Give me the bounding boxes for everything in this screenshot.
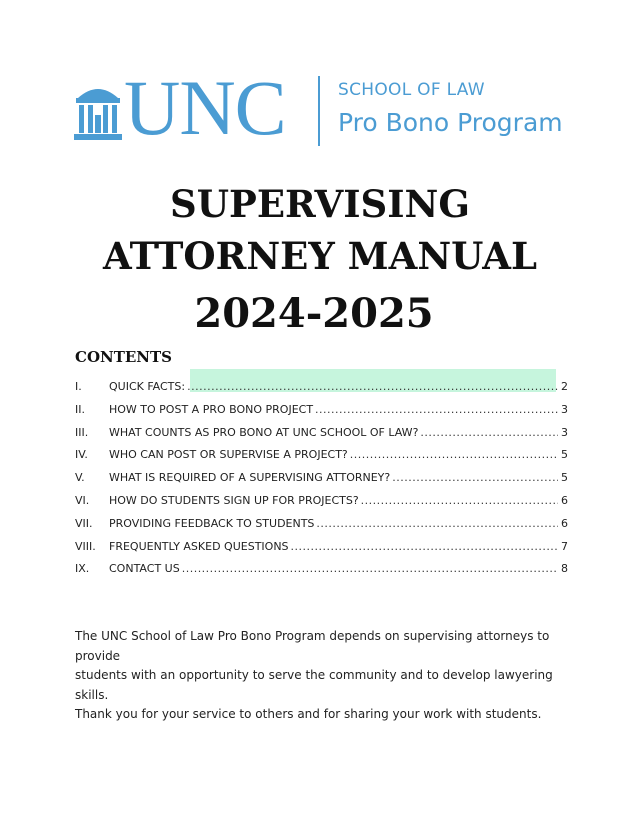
toc-title: PROVIDING FEEDBACK TO STUDENTS: [109, 516, 315, 530]
toc-page-number: 6: [561, 493, 568, 507]
toc-number: VII.: [75, 516, 93, 530]
toc-leader: [392, 471, 558, 484]
toc-title: QUICK FACTS:: [109, 380, 186, 393]
toc-leader: [291, 540, 558, 553]
toc-number: I.: [75, 380, 82, 393]
toc-leader: [315, 403, 558, 416]
toc-page-number: 7: [561, 539, 568, 553]
contents-heading: CONTENTS: [75, 348, 173, 366]
table-of-contents: [75, 380, 568, 585]
pro-bono-program-label: Pro Bono Program: [338, 108, 563, 137]
toc-leader: [187, 380, 558, 393]
toc-item-sign-up[interactable]: [75, 494, 568, 517]
toc-page-number: 3: [561, 402, 568, 416]
toc-title: WHAT IS REQUIRED OF A SUPERVISING ATTORNEY?: [109, 471, 391, 485]
old-well-icon: [74, 80, 122, 142]
toc-title: FREQUENTLY ASKED QUESTIONS: [109, 539, 289, 553]
toc-page-number: 5: [561, 471, 568, 485]
toc-leader: [350, 448, 558, 461]
manual-year: 2024-2025: [194, 290, 434, 337]
toc-number: IX.: [75, 562, 90, 576]
toc-item-what-counts[interactable]: [75, 426, 568, 449]
toc-leader: [420, 426, 558, 439]
toc-leader: [361, 494, 558, 507]
toc-page-number: 6: [561, 516, 568, 530]
toc-title: HOW TO POST A PRO BONO PROJECT: [109, 402, 314, 416]
toc-page-number: 5: [561, 448, 568, 462]
logo-divider: [318, 76, 320, 146]
manual-title: [0, 178, 640, 282]
toc-number: V.: [75, 471, 85, 485]
school-of-law-label: SCHOOL OF LAW: [338, 80, 485, 100]
toc-number: IV.: [75, 448, 88, 462]
toc-number: III.: [75, 425, 89, 439]
toc-item-contact[interactable]: [75, 562, 568, 585]
toc-leader: [182, 562, 558, 575]
toc-item-feedback[interactable]: [75, 517, 568, 540]
toc-page-number: 2: [561, 380, 568, 393]
toc-title: HOW DO STUDENTS SIGN UP FOR PROJECTS?: [109, 493, 359, 507]
toc-page-number: 3: [561, 425, 568, 439]
toc-item-who-can-post[interactable]: [75, 448, 568, 471]
intro-line-3: Thank you for your service to others and for sharing your work with students.: [75, 707, 542, 721]
toc-item-faq[interactable]: [75, 540, 568, 563]
toc-title: WHO CAN POST OR SUPERVISE A PROJECT?: [109, 448, 348, 462]
toc-title: WHAT COUNTS AS PRO BONO AT UNC SCHOOL OF LAW?: [109, 425, 419, 439]
toc-item-requirements[interactable]: [75, 471, 568, 494]
toc-title: CONTACT US: [109, 562, 180, 576]
intro-line-1: The UNC School of Law Pro Bono Program depends on supervising attorneys to provide: [75, 629, 550, 663]
toc-number: II.: [75, 402, 85, 416]
toc-item-quick-facts[interactable]: [75, 380, 568, 403]
toc-leader: [316, 517, 558, 530]
unc-pro-bono-logo: [74, 64, 574, 151]
intro-line-2: students with an opportunity to serve the community and to develop lawyering skills.: [75, 668, 553, 702]
toc-item-how-to-post[interactable]: [75, 403, 568, 426]
toc-number: VIII.: [75, 539, 96, 553]
intro-paragraph: [75, 627, 575, 725]
toc-number: VI.: [75, 493, 90, 507]
toc-page-number: 8: [561, 562, 568, 576]
title-line-2: ATTORNEY MANUAL: [102, 234, 538, 278]
title-line-1: SUPERVISING: [170, 182, 470, 226]
unc-wordmark: UNC: [124, 64, 286, 151]
